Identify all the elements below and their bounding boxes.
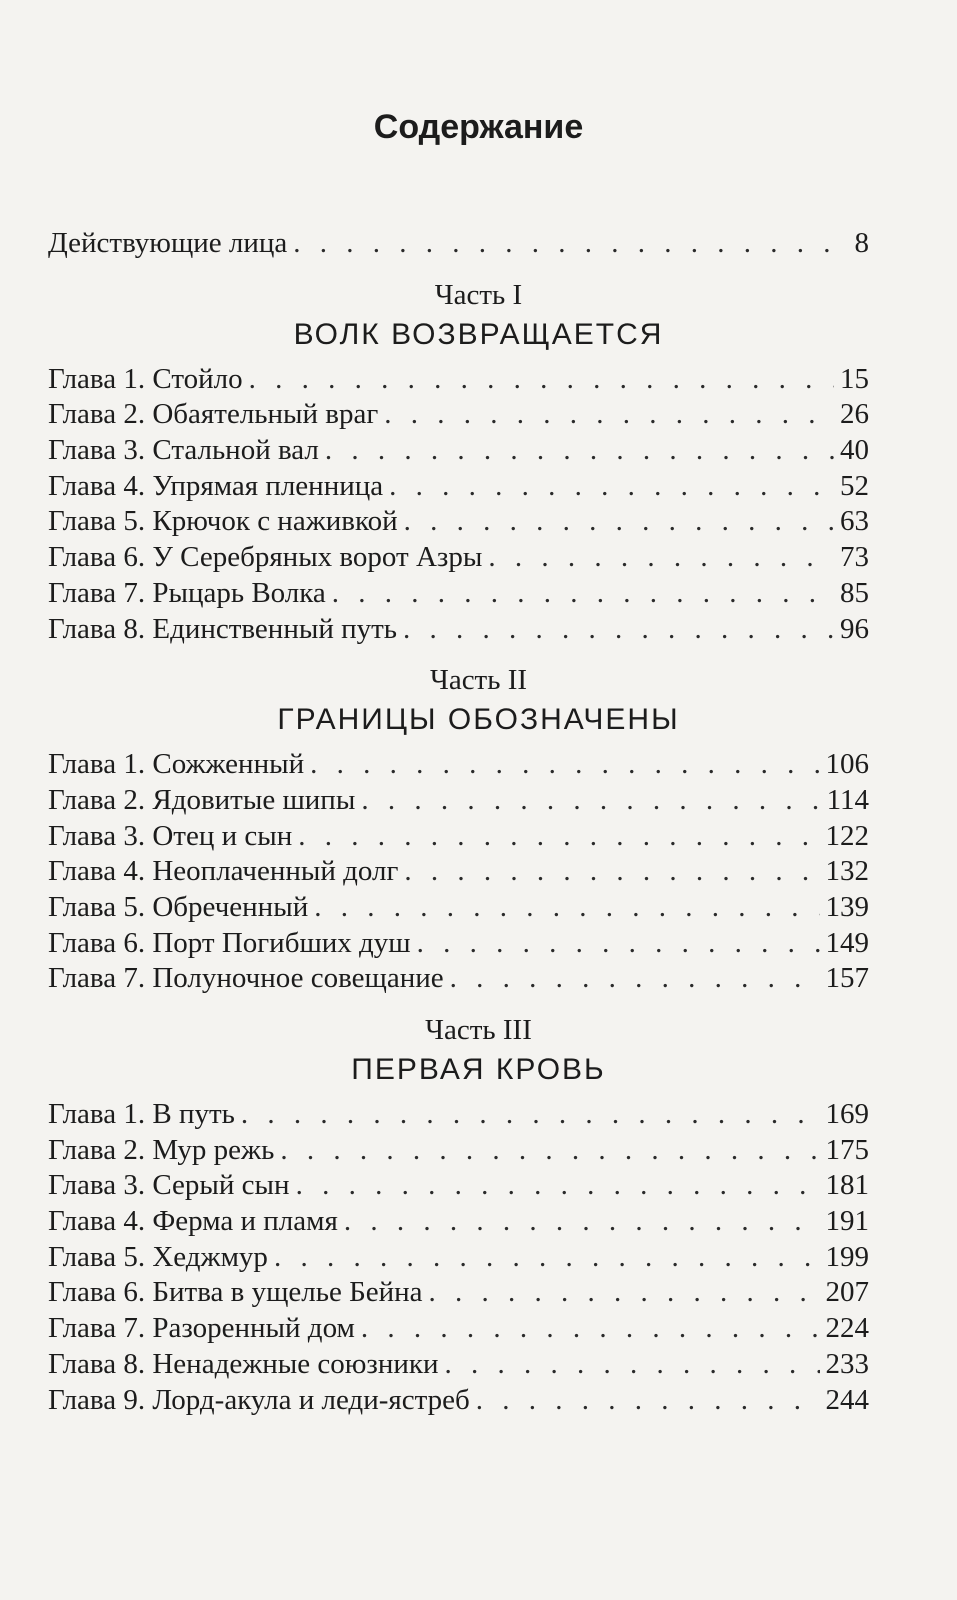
entry-label: Глава 5. Крючок с наживкой	[48, 505, 398, 538]
entry-label: Глава 6. У Серебряных ворот Азры	[48, 541, 483, 574]
entry-page-number: 199	[825, 1240, 869, 1273]
entry-page-number: 106	[825, 748, 869, 781]
entry-label: Глава 8. Ненадежные союзники	[48, 1347, 439, 1380]
entry-page-number: 15	[840, 362, 869, 395]
entry-label: Глава 6. Порт Погибших душ	[48, 926, 411, 959]
leader-dots	[404, 854, 819, 890]
toc-entry	[48, 747, 869, 783]
toc-entry	[48, 397, 869, 433]
leader-dots	[384, 397, 834, 433]
toc-entry	[48, 1133, 869, 1169]
toc-entry	[48, 504, 869, 540]
entry-page-number: 169	[825, 1098, 869, 1130]
leader-dots	[403, 612, 834, 648]
leader-dots	[249, 362, 834, 398]
part-title: ПЕРВАЯ КРОВЬ	[351, 1053, 606, 1086]
entry-label: Глава 2. Ядовитые шипы	[48, 783, 356, 816]
toc-entry-dramatis	[48, 226, 869, 262]
entry-label: Глава 1. В путь	[48, 1098, 235, 1130]
entry-page-number: 114	[826, 783, 869, 816]
entry-label: Глава 9. Лорд-акула и леди-ястреб	[48, 1383, 470, 1416]
leader-dots	[361, 783, 820, 819]
entry-label: Действующие лица	[48, 227, 288, 259]
entry-page-number: 244	[825, 1383, 869, 1416]
leader-dots	[361, 1311, 820, 1347]
part-number: Часть II	[429, 664, 528, 697]
entry-page-number: 26	[840, 398, 869, 431]
leader-dots	[314, 890, 819, 926]
part-title: ГРАНИЦЫ ОБОЗНАЧЕНЫ	[277, 703, 680, 737]
entry-page-number: 8	[854, 227, 869, 259]
leader-dots	[450, 961, 820, 997]
toc-entry	[48, 362, 869, 398]
entry-page-number: 191	[825, 1205, 869, 1238]
page-title: Содержание	[373, 108, 584, 146]
entry-page-number: 63	[840, 505, 869, 538]
part-heading	[88, 276, 869, 356]
toc-entry	[48, 1311, 869, 1347]
entry-label: Глава 4. Ферма и пламя	[48, 1205, 338, 1238]
leader-dots	[325, 433, 834, 469]
entry-page-number: 85	[840, 576, 869, 609]
entry-page-number: 157	[825, 962, 869, 995]
part-heading	[88, 1011, 869, 1091]
entry-label: Глава 2. Мур режь	[48, 1133, 275, 1166]
toc-entry	[48, 1240, 869, 1276]
entry-page-number: 122	[825, 819, 869, 852]
entry-label: Глава 3. Стальной вал	[48, 434, 319, 467]
leader-dots	[296, 1168, 820, 1204]
leader-dots	[429, 1275, 820, 1311]
entry-label: Глава 7. Полуночное совещание	[48, 962, 444, 995]
entry-page-number: 139	[825, 890, 869, 923]
leader-dots	[332, 576, 834, 612]
toc-entry	[48, 961, 869, 997]
entry-label: Глава 6. Битва в ущелье Бейна	[48, 1276, 423, 1309]
entry-page-number: 233	[825, 1347, 869, 1380]
toc-entry	[48, 1383, 869, 1419]
leader-dots	[293, 226, 848, 262]
part-title: ВОЛК ВОЗВРАЩАЕТСЯ	[293, 317, 664, 351]
toc-entry	[48, 1275, 869, 1311]
leader-dots	[280, 1133, 819, 1169]
leader-dots	[344, 1204, 820, 1240]
entry-page-number: 96	[840, 612, 869, 645]
entry-label: Глава 7. Рыцарь Волка	[48, 576, 326, 609]
entry-label: Глава 4. Упрямая пленница	[48, 469, 384, 502]
leader-dots	[389, 469, 834, 505]
toc-entry	[48, 612, 869, 648]
toc-entry	[48, 540, 869, 576]
leader-dots	[310, 747, 819, 783]
entry-page-number: 40	[840, 434, 869, 467]
entry-label: Глава 8. Единственный путь	[48, 612, 398, 645]
entry-page-number: 149	[825, 926, 869, 959]
leader-dots	[274, 1240, 820, 1276]
entry-page-number: 132	[825, 855, 869, 888]
toc-entry	[48, 926, 869, 962]
leader-dots	[488, 540, 834, 576]
leader-dots	[445, 1347, 820, 1383]
leader-dots	[404, 504, 834, 540]
entry-label: Глава 3. Отец и сын	[48, 819, 293, 852]
entry-page-number: 175	[825, 1133, 869, 1166]
toc-entry	[48, 1347, 869, 1383]
entry-page-number: 52	[840, 469, 869, 502]
entry-label: Глава 7. Разоренный дом	[48, 1312, 355, 1345]
entry-label: Глава 3. Серый сын	[48, 1169, 290, 1202]
toc-entry	[48, 433, 869, 469]
entry-label: Глава 5. Хеджмур	[48, 1240, 268, 1273]
leader-dots	[241, 1097, 820, 1133]
toc-entry	[48, 783, 869, 819]
leader-dots	[417, 926, 820, 962]
toc-entry	[48, 1168, 869, 1204]
toc-entry	[48, 854, 869, 890]
entry-label: Глава 4. Неоплаченный долг	[48, 855, 399, 888]
entry-page-number: 181	[825, 1169, 869, 1202]
entry-label: Глава 5. Обреченный	[48, 890, 309, 923]
entry-page-number: 224	[825, 1312, 869, 1345]
toc-entry	[48, 1204, 869, 1240]
toc-entry	[48, 576, 869, 612]
entry-label: Глава 2. Обаятельный враг	[48, 398, 379, 431]
part-heading	[88, 661, 869, 741]
toc-entry	[48, 890, 869, 926]
entry-label: Глава 1. Сожженный	[48, 748, 305, 781]
entry-page-number: 73	[840, 541, 869, 574]
toc-entry	[48, 819, 869, 855]
entry-label: Глава 1. Стойло	[48, 362, 243, 395]
leader-dots	[476, 1383, 820, 1419]
toc-entry	[48, 1097, 869, 1133]
part-number: Часть I	[434, 278, 523, 311]
leader-dots	[298, 819, 819, 855]
part-number: Часть III	[425, 1014, 532, 1046]
toc-entry	[48, 469, 869, 505]
entry-page-number: 207	[825, 1276, 869, 1309]
